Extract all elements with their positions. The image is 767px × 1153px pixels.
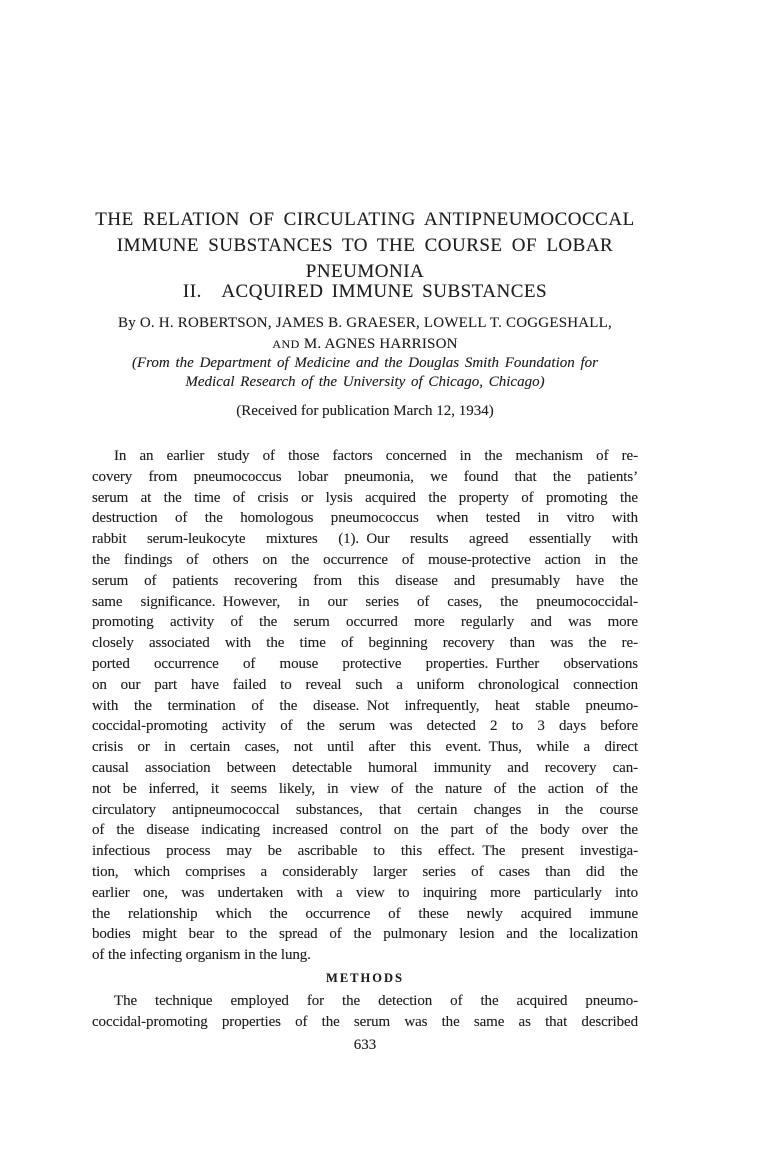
text-line: coccidal-promoting properties of the serum was the same as that described	[92, 1013, 638, 1030]
text-line: THE RELATION OF CIRCULATING ANTIPNEUMOCOCCAL	[95, 209, 635, 230]
page-number: 633	[353, 1037, 377, 1053]
text-line: covery from pneumococcus lobar pneumonia, we found that the patients’	[92, 468, 638, 485]
text-line: of the infecting organism in the lung.	[92, 947, 311, 964]
text-line: circulatory antipneumococcal substances, that certain changes in the course	[92, 801, 638, 818]
text-line: not be inferred, it seems likely, in view of the nature of the action of the	[92, 780, 638, 797]
text-line: promoting activity of the serum occurred more regularly and was more	[92, 614, 638, 631]
text-line: destruction of the homologous pneumococcus when tested in vitro with	[92, 510, 638, 527]
text-line: infectious process may be ascribable to this effect. The present investiga-	[92, 843, 638, 860]
text-line: on our part have failed to reveal such a uniform chronological connection	[92, 676, 638, 693]
text-line: PNEUMONIA	[305, 261, 425, 282]
text-line: rabbit serum-leukocyte mixtures (1). Our results agreed essentially with	[92, 531, 638, 548]
received-note: (Received for publication March 12, 1934)	[236, 403, 494, 419]
text-line: Medical Research of the University of Chicago, Chicago)	[185, 374, 545, 390]
text-line: In an earlier study of those factors concerned in the mechanism of re-	[114, 448, 638, 464]
text-line: (From the Department of Medicine and the Douglas Smith Foundation for	[131, 355, 599, 371]
affiliation	[92, 354, 638, 392]
text-line: closely associated with the time of beginning recovery than was the re-	[92, 635, 638, 652]
byline	[92, 313, 638, 355]
text-line: The technique employed for the detection of the acquired pneumo-	[114, 993, 638, 1009]
byline-authors-line2-names: M. AGNES HARRISON	[303, 336, 458, 352]
text-line: crisis or in certain cases, not until after this event. Thus, while a direct	[92, 739, 638, 756]
intro-paragraph	[92, 446, 638, 966]
text-line: bodies might bear to the spread of the pulmonary lesion and the localization	[92, 926, 638, 943]
article-title	[92, 207, 638, 285]
text-line: of the disease indicating increased control on the part of the body over the	[92, 822, 638, 839]
text-line: causal association between detectable humoral immunity and recovery can-	[92, 759, 638, 776]
text-line: serum at the time of crisis or lysis acquired the property of promoting the	[92, 489, 638, 506]
text-line: coccidal-promoting activity of the serum was detected 2 to 3 days before	[92, 718, 638, 735]
article-subtitle: II. ACQUIRED IMMUNE SUBSTANCES	[182, 281, 548, 302]
text-line: IMMUNE SUBSTANCES TO THE COURSE OF LOBAR	[116, 235, 614, 256]
text-line: the findings of others on the occurrence of mouse-protective action in the	[92, 551, 638, 568]
byline-and-label: AND	[272, 337, 300, 351]
text-line: with the termination of the disease. Not infrequently, heat stable pneumo-	[92, 697, 638, 714]
text-line: the relationship which the occurrence of these newly acquired immune	[92, 905, 638, 922]
text-line: serum of patients recovering from this disease and presumably have the	[92, 572, 638, 589]
text-line: earlier one, was undertaken with a view to inquiring more particularly into	[92, 884, 638, 901]
text-line: same significance. However, in our series of cases, the pneumococcidal-	[92, 593, 638, 610]
byline-authors-line2	[272, 334, 457, 355]
methods-paragraph	[92, 991, 638, 1033]
text-line: tion, which comprises a considerably larger series of cases than did the	[92, 863, 638, 880]
methods-section-heading: METHODS	[326, 971, 404, 985]
text-line: ported occurrence of mouse protective properties. Further observations	[92, 655, 638, 672]
byline-authors-line1: By O. H. ROBERTSON, JAMES B. GRAESER, LOWELL T. COGGESHALL,	[118, 315, 612, 331]
